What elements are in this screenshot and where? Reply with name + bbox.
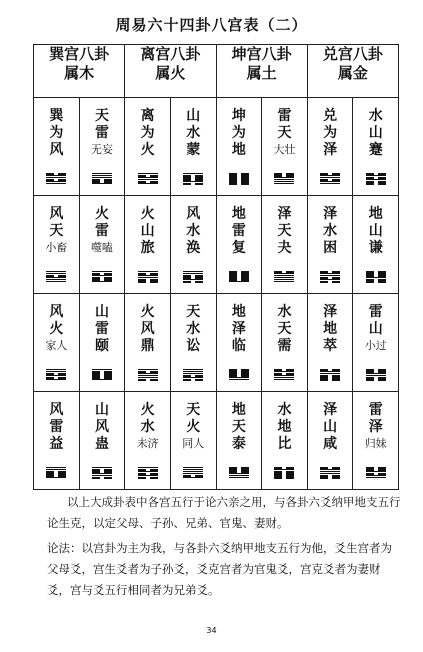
- hexagram-symbol: [138, 467, 158, 479]
- hexagram-symbol: [183, 369, 203, 381]
- hexagram-name-line2: 泽: [323, 142, 338, 158]
- hexagram-symbol: [366, 467, 386, 479]
- hexagram-name-line1: 山风: [94, 402, 109, 435]
- hexagram-name-line1: 火风: [140, 304, 155, 337]
- hexagram-name: [80, 108, 125, 158]
- hexagram-name-line2: 泰: [231, 436, 246, 452]
- hexagram-cell: [79, 98, 125, 196]
- hexagram-name-line2: 蒙: [186, 142, 201, 158]
- hexagram-name-line1: 泽地: [323, 304, 338, 337]
- hexagram-symbol: [138, 271, 158, 283]
- hexagram-symbol: [320, 271, 340, 283]
- hexagram-name: [308, 108, 353, 159]
- palace-header-row: [34, 45, 399, 98]
- hexagram-cell: [125, 196, 171, 294]
- hexagram-name-line1: 水山: [368, 108, 383, 141]
- paragraph-method: 论法：以宫卦为主为我，与各卦六爻纳甲地支五行为他，爻生宫者为父母爻，宫生爻者为子孙爻，爻克宫者为官鬼爻，宫克爻者为妻财爻，宫与爻五行相同者为兄弟爻。: [47, 541, 392, 597]
- hexagram-symbol: [183, 467, 203, 479]
- hexagram-name-line1: 兑为: [323, 108, 338, 141]
- hexagram-symbol: [274, 173, 294, 185]
- table-row: [34, 98, 399, 196]
- hexagram-name-line2: 归妹: [364, 437, 387, 450]
- hexagram-cell: [262, 294, 308, 392]
- hexagram-symbol: [46, 271, 66, 283]
- hexagram-name-line1: 坤为: [231, 108, 246, 141]
- hexagram-name: [125, 402, 170, 452]
- yang-line: [183, 477, 203, 478]
- hexagram-name-line2: 地: [231, 142, 246, 158]
- hexagram-name-line1: 火山: [140, 206, 155, 239]
- hexagram-name-line1: 泽天: [277, 206, 292, 239]
- hexagram-table: [33, 44, 399, 490]
- yang-line: [46, 379, 66, 380]
- palace-element: 属木: [64, 64, 95, 82]
- hexagram-name: [308, 402, 353, 453]
- hexagram-name: [125, 206, 170, 257]
- yang-line: [92, 183, 112, 184]
- hexagram-symbol: [274, 467, 294, 479]
- hexagram-cell: [353, 196, 399, 294]
- hexagram-cell: [170, 196, 216, 294]
- hexagram-symbol: [46, 467, 66, 479]
- hexagram-name-line1: 离为: [140, 108, 155, 141]
- hexagram-name: [34, 304, 79, 354]
- hexagram-name-line2: 萃: [323, 338, 338, 354]
- hexagram-name-line1: 天水: [186, 304, 201, 337]
- hexagram-symbol: [92, 467, 112, 479]
- hexagram-name-line1: 风水: [186, 206, 201, 239]
- hexagram-name-line2: 蹇: [368, 142, 383, 158]
- hexagram-symbol: [320, 369, 340, 381]
- yin-line: [320, 477, 340, 478]
- page-number: 34: [206, 626, 217, 635]
- hexagram-name: [217, 206, 262, 257]
- hexagram-symbol: [46, 173, 66, 185]
- yang-line: [274, 183, 294, 184]
- hexagram-symbol: [229, 271, 249, 283]
- palace-header: [125, 45, 216, 98]
- palace-element: 属火: [155, 64, 186, 82]
- hexagram-cell: [353, 294, 399, 392]
- hexagram-symbol: [229, 173, 249, 185]
- hexagram-cell: [125, 98, 171, 196]
- hexagram-name-line1: 地天: [231, 402, 246, 435]
- hexagram-name-line1: 风雷: [49, 402, 64, 435]
- hexagram-symbol: [92, 173, 112, 185]
- hexagram-name-line2: 需: [277, 338, 292, 354]
- hexagram-name-line2: 风: [49, 142, 64, 158]
- hexagram-cell: [353, 392, 399, 490]
- hexagram-cell: [353, 98, 399, 196]
- yin-line: [366, 281, 386, 282]
- hexagram-name: [217, 402, 262, 453]
- yin-line: [320, 281, 340, 282]
- hexagram-cell: [262, 98, 308, 196]
- hexagram-name-line1: 雷山: [368, 304, 383, 337]
- hexagram-name: [217, 108, 262, 159]
- hexagram-symbol: [366, 271, 386, 283]
- hexagram-cell: [79, 294, 125, 392]
- yin-line: [320, 379, 340, 380]
- hexagram-name-line2: 谦: [368, 240, 383, 256]
- hexagram-cell: [307, 98, 353, 196]
- hexagram-name-line2: 夬: [277, 240, 292, 256]
- palace-name: 巽宫八卦: [49, 45, 110, 63]
- paragraph-intro: 以上大成卦表中各宫五行于论六亲之用，与各卦六爻纳甲地支五行论生克，以定父母、子孙、兄弟、官鬼、妻财。: [47, 495, 401, 530]
- hexagram-name-line1: 地泽: [231, 304, 246, 337]
- hexagram-symbol: [229, 369, 249, 381]
- hexagram-symbol: [366, 369, 386, 381]
- hexagram-name-line2: 旅: [140, 240, 155, 256]
- hexagram-name: [34, 402, 79, 453]
- hexagram-name-line1: 地雷: [231, 206, 246, 239]
- hexagram-symbol: [92, 369, 112, 381]
- yin-line: [183, 281, 203, 282]
- hexagram-symbol: [274, 369, 294, 381]
- hexagram-name-line1: 雷天: [277, 108, 292, 141]
- hexagram-name-line2: 未济: [136, 437, 159, 450]
- palace-name: 坤宫八卦: [231, 45, 292, 63]
- hexagram-name-line2: 家人: [45, 339, 68, 352]
- table-row: [34, 294, 399, 392]
- hexagram-name-line1: 泽水: [323, 206, 338, 239]
- hexagram-name: [262, 402, 307, 453]
- yang-line: [274, 281, 294, 282]
- yin-line: [183, 379, 203, 380]
- hexagram-name: [171, 402, 216, 452]
- hexagram-table-body: [34, 98, 399, 490]
- hexagram-symbol: [46, 369, 66, 381]
- hexagram-cell: [216, 196, 262, 294]
- hexagram-cell: [307, 294, 353, 392]
- hexagram-name-line1: 火雷: [94, 206, 109, 239]
- table-row: [34, 196, 399, 294]
- hexagram-name: [80, 304, 125, 355]
- palace-header: [216, 45, 307, 98]
- page-title: 周易六十四卦八宫表（二）: [115, 16, 308, 34]
- hexagram-symbol: [138, 369, 158, 381]
- hexagram-symbol: [229, 467, 249, 479]
- hexagram-name: [80, 206, 125, 256]
- table-row: [34, 392, 399, 490]
- hexagram-name: [80, 402, 125, 453]
- yin-line: [366, 379, 386, 380]
- hexagram-cell: [307, 392, 353, 490]
- hexagram-name-line2: 讼: [186, 338, 201, 354]
- hexagram-name-line1: 地山: [368, 206, 383, 239]
- yin-line: [366, 183, 386, 184]
- palace-header: [307, 45, 398, 98]
- yang-line: [366, 477, 386, 478]
- yang-line: [229, 379, 249, 380]
- palace-name: 离宫八卦: [140, 45, 201, 63]
- hexagram-cell: [307, 196, 353, 294]
- yin-line: [138, 379, 158, 380]
- hexagram-name-line2: 咸: [323, 436, 338, 452]
- hexagram-name: [34, 206, 79, 256]
- hexagram-cell: [34, 392, 80, 490]
- hexagram-name: [125, 108, 170, 159]
- hexagram-cell: [125, 392, 171, 490]
- hexagram-name: [353, 304, 398, 354]
- hexagram-name-line2: 困: [323, 240, 338, 256]
- hexagram-name-line1: 山雷: [94, 304, 109, 337]
- hexagram-cell: [79, 392, 125, 490]
- yang-line: [46, 477, 66, 478]
- hexagram-name: [262, 108, 307, 158]
- hexagram-name: [125, 304, 170, 355]
- yin-line: [274, 477, 294, 478]
- yang-line: [92, 281, 112, 282]
- hexagram-name: [171, 304, 216, 355]
- hexagram-name: [353, 108, 398, 159]
- hexagram-symbol: [183, 173, 203, 185]
- hexagram-cell: [170, 294, 216, 392]
- hexagram-name: [217, 304, 262, 355]
- hexagram-name-line1: 火水: [140, 402, 155, 435]
- hexagram-name: [171, 108, 216, 159]
- hexagram-name-line2: 比: [277, 436, 292, 452]
- hexagram-name-line2: 益: [49, 436, 64, 452]
- hexagram-name: [353, 206, 398, 257]
- hexagram-cell: [170, 98, 216, 196]
- hexagram-symbol: [183, 271, 203, 283]
- hexagram-name-line1: 水地: [277, 402, 292, 435]
- hexagram-name-line2: 颐: [94, 338, 109, 354]
- hexagram-name-line2: 小畜: [45, 241, 68, 254]
- hexagram-symbol: [320, 467, 340, 479]
- hexagram-name-line2: 涣: [186, 240, 201, 256]
- hexagram-name: [34, 108, 79, 159]
- hexagram-name-line1: 雷泽: [368, 402, 383, 435]
- yin-line: [138, 477, 158, 478]
- yin-line: [183, 183, 203, 184]
- hexagram-name-line2: 鼎: [140, 338, 155, 354]
- hexagram-name-line2: 大壮: [273, 143, 296, 156]
- hexagram-name: [262, 206, 307, 257]
- hexagram-name-line2: 复: [231, 240, 246, 256]
- hexagram-name-line1: 风火: [49, 304, 64, 337]
- yang-line: [46, 183, 66, 184]
- hexagram-symbol: [274, 271, 294, 283]
- hexagram-symbol: [366, 173, 386, 185]
- hexagram-name-line2: 临: [231, 338, 246, 354]
- hexagram-name: [171, 206, 216, 257]
- hexagram-cell: [34, 196, 80, 294]
- hexagram-name-line1: 山水: [186, 108, 201, 141]
- hexagram-name-line1: 天火: [186, 402, 201, 435]
- hexagram-name-line2: 无妄: [90, 143, 113, 156]
- yin-line: [229, 183, 249, 184]
- palace-element: 属土: [246, 64, 277, 82]
- hexagram-cell: [79, 196, 125, 294]
- yang-line: [138, 183, 158, 184]
- hexagram-name-line1: 天雷: [94, 108, 109, 141]
- hexagram-cell: [216, 98, 262, 196]
- hexagram-symbol: [138, 173, 158, 185]
- yin-line: [92, 477, 112, 478]
- hexagram-name: [308, 304, 353, 355]
- hexagram-name-line2: 蛊: [94, 436, 109, 452]
- yang-line: [229, 477, 249, 478]
- yang-line: [320, 183, 340, 184]
- yang-line: [46, 281, 66, 282]
- hexagram-symbol: [92, 271, 112, 283]
- hexagram-name: [308, 206, 353, 257]
- palace-header: [34, 45, 125, 98]
- hexagram-cell: [262, 196, 308, 294]
- yang-line: [92, 379, 112, 380]
- palace-name: 兑宫八卦: [322, 45, 383, 63]
- hexagram-cell: [34, 294, 80, 392]
- hexagram-cell: [170, 392, 216, 490]
- hexagram-name-line1: 水天: [277, 304, 292, 337]
- hexagram-name: [353, 402, 398, 452]
- hexagram-name-line2: 火: [140, 142, 155, 158]
- hexagram-cell: [125, 294, 171, 392]
- hexagram-name-line2: 小过: [364, 339, 387, 352]
- hexagram-cell: [34, 98, 80, 196]
- hexagram-name-line2: 同人: [182, 437, 205, 450]
- hexagram-name-line1: 泽山: [323, 402, 338, 435]
- hexagram-cell: [216, 294, 262, 392]
- hexagram-name-line1: 巽为: [49, 108, 64, 141]
- hexagram-symbol: [320, 173, 340, 185]
- hexagram-name: [262, 304, 307, 355]
- hexagram-cell: [262, 392, 308, 490]
- palace-element: 属金: [337, 64, 368, 82]
- yang-line: [229, 281, 249, 282]
- hexagram-name-line2: 噬嗑: [90, 241, 113, 254]
- yang-line: [274, 379, 294, 380]
- hexagram-name-line1: 风天: [49, 206, 64, 239]
- yin-line: [138, 281, 158, 282]
- hexagram-cell: [216, 392, 262, 490]
